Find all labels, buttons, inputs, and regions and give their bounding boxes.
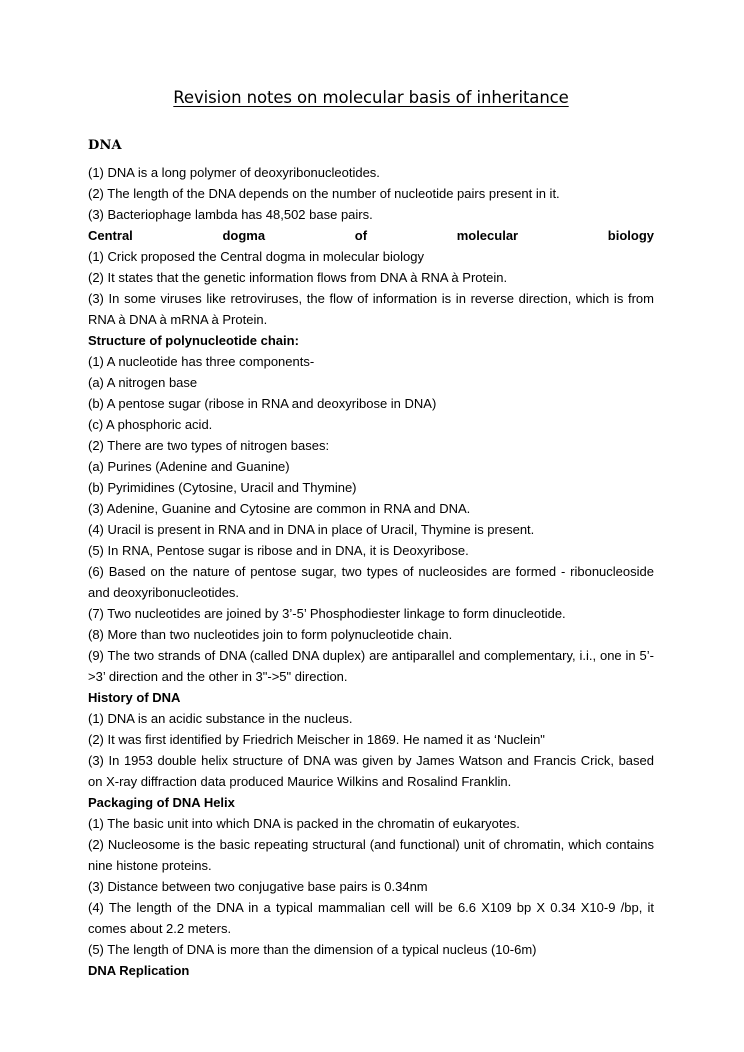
list-item: (2) The length of the DNA depends on the number of nucleotide pairs present in it. [88,185,560,201]
list-item: (a) A nitrogen base [88,374,198,390]
list-item: (8) More than two nucleotides join to form polynucleotide chain. [88,626,453,642]
list-item: (3) In some viruses like retroviruses, the flow of information is in reverse direction, which is from RNA à DNA à mRNA à Protein. [88,290,654,327]
page-title: Revision notes on molecular basis of inheritance [173,88,569,107]
list-item: (b) Pyrimidines (Cytosine, Uracil and Thymine) [88,479,357,495]
list-item: (3) Adenine, Guanine and Cytosine are common in RNA and DNA. [88,500,471,516]
section-dna [88,135,654,225]
section-dna-replication [88,960,654,981]
list-item: (2) Nucleosome is the basic repeating structural (and functional) unit of chromatin, which contains nine histone proteins. [88,836,654,873]
list-item: (1) The basic unit into which DNA is packed in the chromatin of eukaryotes. [88,815,520,831]
list-item: (5) The length of DNA is more than the dimension of a typical nucleus (10-6m) [88,941,537,957]
list-item: (1) DNA is an acidic substance in the nucleus. [88,710,353,726]
list-item: (b) A pentose sugar (ribose in RNA and deoxyribose in DNA) [88,395,437,411]
list-item: (7) Two nucleotides are joined by 3’-5’ Phosphodiester linkage to form dinucleotide. [88,605,566,621]
section-heading-packaging: Packaging of DNA Helix [88,794,235,810]
section-packaging-of-dna-helix [88,792,654,960]
list-item: (3) Bacteriophage lambda has 48,502 base pairs. [88,206,373,222]
list-item: (1) DNA is a long polymer of deoxyribonucleotides. [88,164,380,180]
section-heading-central-dogma: Central dogma of molecular biology [88,227,654,243]
list-item: (a) Purines (Adenine and Guanine) [88,458,290,474]
list-item: (4) Uracil is present in RNA and in DNA in place of Uracil, Thymine is present. [88,521,535,537]
list-item: (2) It states that the genetic information flows from DNA à RNA à Protein. [88,269,508,285]
section-structure-polynucleotide-chain [88,330,654,687]
list-item: (3) In 1953 double helix structure of DNA was given by James Watson and Francis Crick, based on X-ray diffraction data produced Maurice Wilkins and Rosalind Franklin. [88,752,654,789]
list-item: (2) It was first identified by Friedrich Meischer in 1869. He named it as ‘Nuclein" [88,731,545,747]
list-item: (6) Based on the nature of pentose sugar, two types of nucleosides are formed - ribonucleoside and deoxyribonucleotides. [88,563,654,600]
section-heading-structure: Structure of polynucleotide chain: [88,332,299,348]
section-heading-history: History of DNA [88,689,181,705]
section-heading-dna: DNA [88,137,122,153]
list-item: (1) A nucleotide has three components- [88,353,315,369]
list-item: (2) There are two types of nitrogen bases: [88,437,330,453]
section-history-of-dna [88,687,654,792]
list-item: (9) The two strands of DNA (called DNA duplex) are antiparallel and complementary, i.i., one in 5’->3’ direction and the other in 3"->5" direction. [88,647,654,684]
list-item: (4) The length of the DNA in a typical mammalian cell will be 6.6 X109 bp X 0.34 X10-9 /bp, it comes about 2.2 meters. [88,899,654,936]
list-item: (c) A phosphoric acid. [88,416,213,432]
section-heading-dna-replication: DNA Replication [88,962,190,978]
section-central-dogma [88,225,654,330]
list-item: (1) Crick proposed the Central dogma in molecular biology [88,248,424,264]
list-item: (3) Distance between two conjugative base pairs is 0.34nm [88,878,428,894]
list-item: (5) In RNA, Pentose sugar is ribose and in DNA, it is Deoxyribose. [88,542,469,558]
